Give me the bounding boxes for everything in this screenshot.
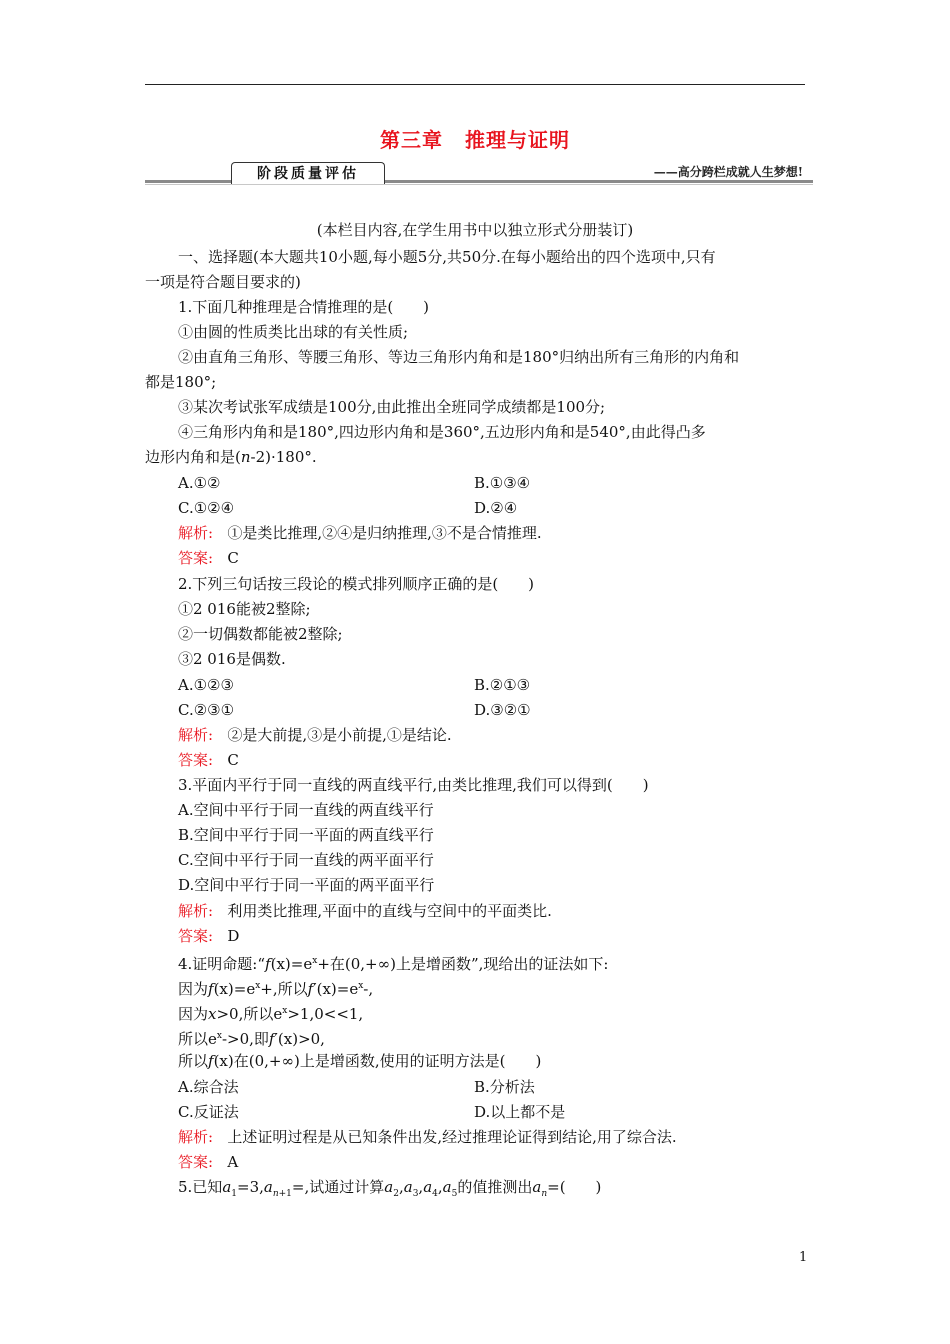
q1-item2-line1: ②由直角三角形、等腰三角形、等边三角形内角和是180°归纳出所有三角形的内角和 <box>178 348 740 366</box>
q3-option-c: C.空间中平行于同一直线的两平面平行 <box>178 851 434 869</box>
q3-option-b: B.空间中平行于同一平面的两直线平行 <box>178 826 434 844</box>
q2-option-d: D.③②① <box>474 701 531 719</box>
q4-line2: 因为x>0,所以$e^x>1,0<<1$, <box>178 1005 364 1023</box>
q2-option-b: B.②①③ <box>474 676 531 694</box>
analysis-label: 解析: <box>178 726 214 744</box>
q2-item1: ①2 016能被2整除; <box>178 600 311 618</box>
q4-line1: 因为$f(x)=e^x+$,所以$f'(x)=e^x-$, <box>178 980 374 998</box>
q2-option-a: A.①②③ <box>178 676 234 694</box>
q2-item3: ③2 016是偶数. <box>178 650 286 668</box>
chapter-title <box>0 124 950 153</box>
q4-stem: 4.证明命题$:“f(x)=e^x+$在(0,+∞)上是增函数”,现给出的证法如下: <box>178 955 609 973</box>
q1-stem: 1.下面几种推理是合情推理的是( ) <box>178 298 430 316</box>
q4-line3: 所以$e^x->0$,即f′(x)>0, <box>178 1030 325 1048</box>
answer-label: 答案: <box>178 927 214 945</box>
section-heading-line1: 一、选择题(本大题共10小题,每小题5分,共50分.在每小题给出的四个选项中,只有 <box>178 248 716 266</box>
section-band <box>145 162 813 188</box>
q4-answer: 答案: A <box>178 1153 239 1171</box>
answer-label: 答案: <box>178 751 214 769</box>
analysis-label: 解析: <box>178 524 214 542</box>
q3-stem: 3.平面内平行于同一直线的两直线平行,由类比推理,我们可以得到( ) <box>178 776 649 794</box>
q2-item2: ②一切偶数都能被2整除; <box>178 625 343 643</box>
q1-answer: 答案: C <box>178 549 239 567</box>
q3-option-d: D.空间中平行于同一平面的两平面平行 <box>178 876 435 894</box>
q4-option-b: B.分析法 <box>474 1078 535 1096</box>
answer-label: 答案: <box>178 1153 214 1171</box>
q3-answer: 答案: D <box>178 927 240 945</box>
q4-analysis: 解析: 上述证明过程是从已知条件出发,经过推理论证得到结论,用了综合法. <box>178 1128 677 1146</box>
binding-note: (本栏目内容,在学生用书中以独立形式分册装订) <box>316 221 634 239</box>
q2-analysis: 解析: ②是大前提,③是小前提,①是结论. <box>178 726 452 744</box>
q2-answer: 答案: C <box>178 751 239 769</box>
q1-item1: ①由圆的性质类比出球的有关性质; <box>178 323 409 341</box>
q1-analysis: 解析: ①是类比推理,②④是归纳推理,③不是合情推理. <box>178 524 542 542</box>
slogan: ——高分跨栏成就人生梦想! <box>653 165 803 179</box>
q2-stem: 2.下列三句话按三段论的模式排列顺序正确的是( ) <box>178 575 535 593</box>
q4-line4: 所以f(x)在(0,+∞)上是增函数,使用的证明方法是( ) <box>178 1052 542 1070</box>
q1-item3: ③某次考试张军成绩是100分,由此推出全班同学成绩都是100分; <box>178 398 606 416</box>
q1-item2-line2: 都是180°; <box>145 373 217 391</box>
chapter-number: 第三章 <box>380 128 443 152</box>
section-tab: 阶段质量评估 <box>231 162 385 184</box>
section-heading-line2: 一项是符合题目要求的) <box>145 273 301 291</box>
q1-option-c: C.①②④ <box>178 499 235 517</box>
q4-option-c: C.反证法 <box>178 1103 239 1121</box>
q1-item4-line2: 边形内角和是(n-2)·180°. <box>145 448 317 466</box>
answer-label: 答案: <box>178 549 214 567</box>
q1-option-d: D.②④ <box>474 499 518 517</box>
q4-option-a: A.综合法 <box>178 1078 239 1096</box>
analysis-label: 解析: <box>178 1128 214 1146</box>
q2-option-c: C.②③① <box>178 701 235 719</box>
q3-option-a: A.空间中平行于同一直线的两直线平行 <box>178 801 434 819</box>
q3-analysis: 解析: 利用类比推理,平面中的直线与空间中的平面类比. <box>178 902 552 920</box>
chapter-name: 推理与证明 <box>465 128 570 152</box>
q4-option-d: D.以上都不是 <box>474 1103 566 1121</box>
q5-stem: 5.已知$a_1=3,a_{n+1}=$,试通过计算$a_2,a_3,a_4,a_5$的值推测出$a_n=$( ) <box>178 1178 602 1199</box>
top-rule <box>145 84 805 85</box>
q1-option-b: B.①③④ <box>474 474 531 492</box>
q1-option-a: A.①② <box>178 474 221 492</box>
page-number: 1 <box>799 1250 808 1265</box>
q1-item4-line1: ④三角形内角和是180°,四边形内角和是360°,五边形内角和是540°,由此得凸多 <box>178 423 706 441</box>
analysis-label: 解析: <box>178 902 214 920</box>
band-bar-thin <box>145 184 813 185</box>
